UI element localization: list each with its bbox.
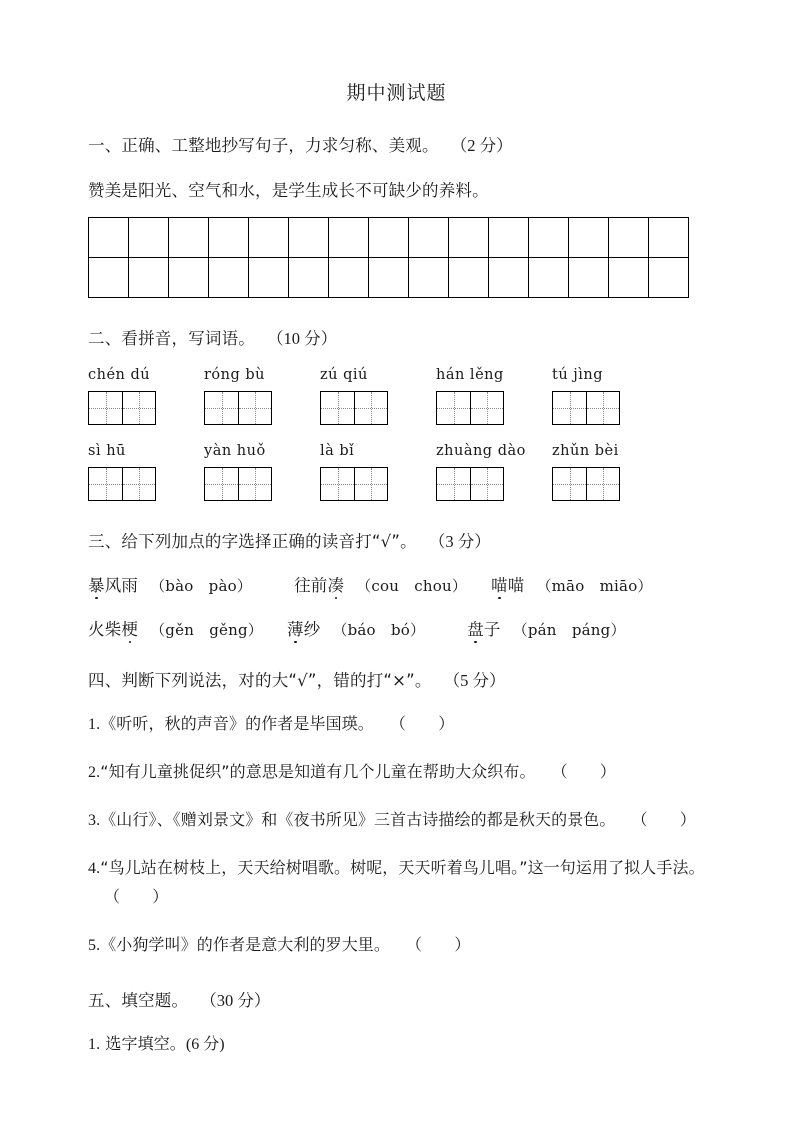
true-false-item (88, 806, 705, 835)
pinyin-options[interactable]: （cou chou） (356, 577, 468, 595)
grid-cell[interactable] (169, 218, 209, 258)
true-false-item (88, 758, 705, 787)
pinyin-options[interactable]: （báo bó） (332, 621, 426, 639)
tianzige-cell[interactable] (553, 468, 586, 500)
pinyin-label: yàn huǒ (204, 443, 266, 459)
item-number: 4. (88, 860, 101, 877)
pinyin-label: zhuàng dào (436, 443, 526, 459)
grid-cell[interactable] (449, 218, 489, 258)
pinyin-item (320, 443, 436, 501)
answer-blank[interactable]: （ ） (631, 812, 696, 829)
pronunciation-item[interactable] (491, 572, 653, 596)
grid-cell[interactable] (609, 218, 649, 258)
pronunciation-item[interactable] (88, 616, 263, 640)
grid-cell[interactable] (409, 258, 449, 298)
true-false-item (88, 854, 705, 912)
grid-cell[interactable] (649, 258, 689, 298)
grid-cell[interactable] (369, 218, 409, 258)
tianzige-cell[interactable] (205, 468, 238, 500)
pinyin-label: róng bù (204, 367, 266, 383)
tianzige-cell[interactable] (122, 468, 155, 500)
sub-item-number: 1. (88, 1036, 101, 1053)
tianzige-cell[interactable] (321, 468, 354, 500)
tianzige-cell[interactable] (122, 392, 155, 424)
pinyin-item (204, 367, 320, 425)
grid-cell[interactable] (569, 258, 609, 298)
word-prefix: 往前 (294, 576, 328, 595)
handwriting-grid[interactable] (88, 217, 689, 298)
dotted-character: 梗 (121, 616, 138, 640)
section-2-heading-text: 二、看拼音，写词语。 (88, 329, 255, 348)
word-suffix: 喵 (507, 576, 525, 595)
section-2-heading (88, 325, 705, 349)
pinyin-item (552, 367, 668, 425)
grid-cell[interactable] (529, 218, 569, 258)
sub-item-points: (6 分) (185, 1036, 225, 1053)
section-4-heading (88, 667, 705, 691)
grid-cell[interactable] (449, 258, 489, 298)
item-text: 《听听，秋的声音》的作者是毕国瑛。 (100, 714, 374, 733)
item-text: “知有儿童挑促织”的意思是知道有几个儿童在帮助大众织布。 (100, 762, 536, 781)
grid-cell[interactable] (89, 218, 129, 258)
pronunciation-row-1 (88, 572, 705, 596)
grid-cell[interactable] (329, 218, 369, 258)
tianzige-cell[interactable] (354, 468, 387, 500)
table-row[interactable] (89, 258, 689, 298)
section-3-points: （3 分） (428, 532, 491, 551)
pronunciation-row-2 (88, 616, 705, 640)
true-false-item (88, 710, 705, 739)
dotted-character: 喵 (491, 572, 508, 596)
grid-cell[interactable] (409, 218, 449, 258)
word-suffix: 子 (483, 620, 501, 639)
pinyin-label: zú qiú (320, 367, 368, 383)
section-1-sentence: 赞美是阳光、空气和水，是学生成长不可缺少的养料。 (88, 181, 489, 200)
grid-cell[interactable] (169, 258, 209, 298)
pinyin-item (436, 443, 552, 501)
tianzige-cell[interactable] (553, 392, 586, 424)
table-row[interactable] (89, 218, 689, 258)
answer-blank[interactable]: （ ） (406, 937, 471, 954)
section-5-points: （30 分） (200, 991, 271, 1010)
pronunciation-item[interactable] (287, 616, 425, 640)
grid-cell[interactable] (249, 218, 289, 258)
tianzige-cell[interactable] (437, 392, 470, 424)
tianzige-cell[interactable] (437, 468, 470, 500)
pinyin-item (204, 443, 320, 501)
dotted-character: 薄 (287, 616, 304, 640)
tianzige-box[interactable] (552, 467, 620, 501)
item-number: 1. (88, 716, 101, 733)
grid-cell[interactable] (609, 258, 649, 298)
answer-blank[interactable]: （ ） (551, 764, 616, 781)
item-text: 《小狗学叫》的作者是意大利的罗大里。 (100, 935, 391, 954)
section-5-sub-item (88, 1030, 705, 1059)
page-title: 期中测试题 (346, 82, 447, 104)
grid-cell[interactable] (569, 218, 609, 258)
tianzige-cell[interactable] (586, 468, 619, 500)
tianzige-cell[interactable] (470, 468, 503, 500)
section-3-heading-text: 三、给下列加点的字选择正确的读音打“√”。 (88, 532, 417, 551)
tianzige-cell[interactable] (238, 468, 271, 500)
item-text: “鸟儿站在树枝上，天天给树唱歌。树呢，天天听着鸟儿唱。”这一句运用了拟人手法。 (100, 858, 705, 877)
pinyin-label: tú jìng (552, 367, 604, 383)
tianzige-box[interactable] (320, 391, 388, 425)
pinyin-item (88, 443, 204, 501)
grid-cell[interactable] (529, 258, 569, 298)
section-5-heading-text: 五、填空题。 (88, 991, 189, 1010)
pinyin-options[interactable]: （gěn gěng） (150, 621, 263, 639)
tianzige-box[interactable] (436, 467, 504, 501)
grid-cell[interactable] (249, 258, 289, 298)
tianzige-cell[interactable] (586, 392, 619, 424)
pinyin-item (320, 367, 436, 425)
tianzige-box[interactable] (88, 467, 156, 501)
section-3-heading (88, 528, 705, 552)
grid-cell[interactable] (489, 258, 529, 298)
item-number: 3. (88, 812, 101, 829)
tianzige-cell[interactable] (205, 392, 238, 424)
word-suffix: 纱 (303, 620, 321, 639)
tianzige-box[interactable] (204, 391, 272, 425)
item-number: 2. (88, 764, 101, 781)
grid-cell[interactable] (289, 258, 329, 298)
pinyin-options[interactable]: （bào pào） (150, 577, 253, 595)
dotted-character: 暴 (88, 572, 105, 596)
word-prefix: 火柴 (88, 620, 122, 639)
pinyin-label: sì hū (88, 443, 126, 459)
sub-item-text: 选字填空。 (105, 1034, 186, 1053)
answer-blank[interactable]: （ ） (104, 889, 169, 906)
tianzige-box[interactable] (204, 467, 272, 501)
pinyin-label: hán lěng (436, 367, 504, 383)
section-4-heading-text: 四、判断下列说法，对的大“√”，错的打“×”。 (88, 671, 432, 690)
tianzige-box[interactable] (88, 391, 156, 425)
grid-cell[interactable] (89, 258, 129, 298)
tianzige-box[interactable] (436, 391, 504, 425)
pinyin-item (88, 367, 204, 425)
section-2-points: （10 分） (267, 329, 338, 348)
pinyin-label: zhǔn bèi (552, 443, 619, 459)
tianzige-cell[interactable] (321, 392, 354, 424)
section-4-points: （5 分） (443, 671, 506, 690)
tianzige-box[interactable] (552, 391, 620, 425)
section-1-points: （2 分） (450, 136, 513, 155)
tianzige-cell[interactable] (89, 468, 122, 500)
item-text: 《山行》、《赠刘景文》和《夜书所见》三首古诗描绘的都是秋天的景色。 (100, 810, 616, 829)
tianzige-cell[interactable] (354, 392, 387, 424)
pinyin-label: chén dú (88, 367, 151, 383)
pinyin-row-1 (88, 367, 673, 425)
grid-cell[interactable] (489, 218, 529, 258)
grid-cell[interactable] (369, 258, 409, 298)
pinyin-options[interactable]: （pán páng） (512, 621, 626, 639)
word-suffix: 风雨 (104, 576, 139, 595)
item-number: 5. (88, 937, 101, 954)
pinyin-item (436, 367, 552, 425)
pronunciation-item[interactable] (294, 572, 467, 596)
true-false-item (88, 931, 705, 960)
grid-cell[interactable] (329, 258, 369, 298)
pronunciation-item[interactable] (467, 616, 625, 640)
tianzige-cell[interactable] (470, 392, 503, 424)
section-1-heading-text: 一、正确、工整地抄写句子，力求匀称、美观。 (88, 136, 439, 155)
grid-cell[interactable] (129, 258, 169, 298)
grid-cell[interactable] (209, 218, 249, 258)
dotted-character: 凑 (327, 572, 344, 596)
tianzige-box[interactable] (320, 467, 388, 501)
answer-blank[interactable]: （ ） (389, 716, 455, 733)
pinyin-label: là bǐ (320, 443, 355, 459)
grid-cell[interactable] (649, 218, 689, 258)
pinyin-row-2 (88, 443, 673, 501)
section-5-heading (88, 987, 705, 1011)
pinyin-item (552, 443, 668, 501)
pronunciation-item[interactable] (88, 572, 252, 596)
grid-cell[interactable] (209, 258, 249, 298)
grid-cell[interactable] (289, 218, 329, 258)
section-1-heading (88, 132, 705, 156)
grid-cell[interactable] (129, 218, 169, 258)
tianzige-cell[interactable] (89, 392, 122, 424)
pinyin-options[interactable]: （māo miāo） (536, 577, 653, 595)
dotted-character: 盘 (467, 616, 484, 640)
tianzige-cell[interactable] (238, 392, 271, 424)
